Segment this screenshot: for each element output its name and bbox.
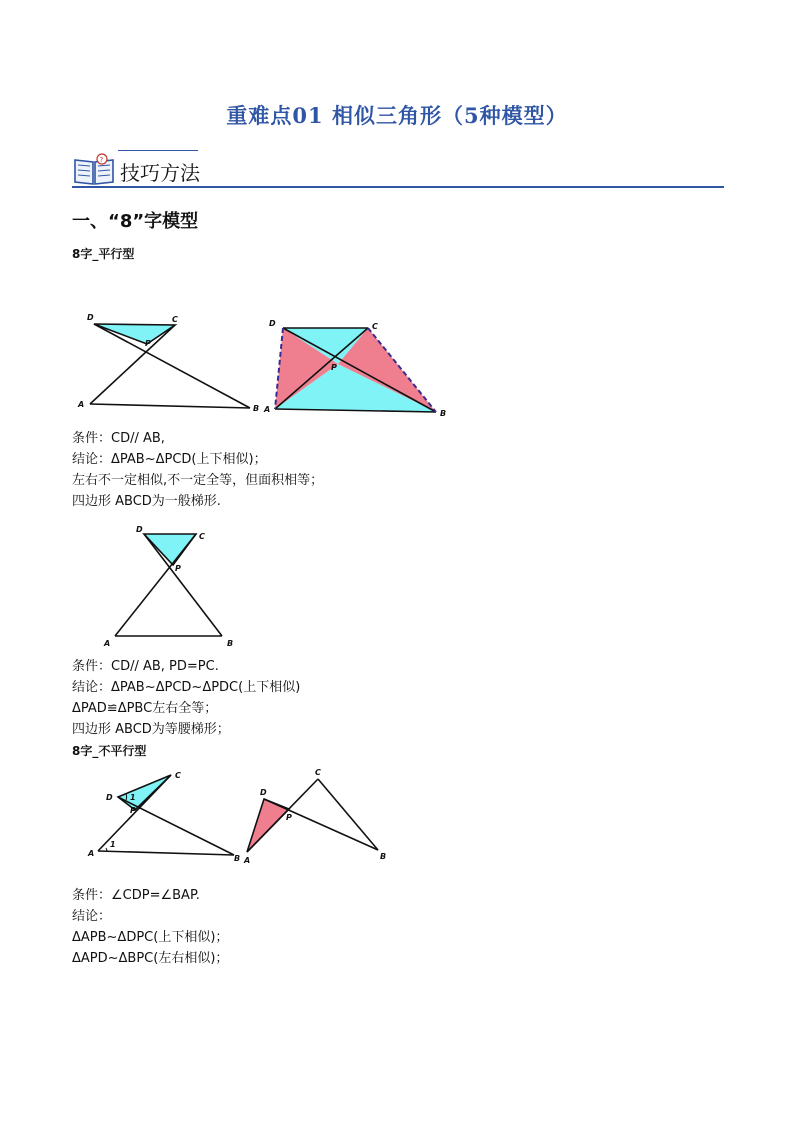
label-A5: A (244, 856, 251, 865)
book-icon (72, 152, 116, 186)
document-title: 重难点01 相似三角形（5种模型） (226, 103, 568, 128)
header-top-line (118, 150, 198, 151)
label-A3: A (104, 639, 111, 648)
header-rule (72, 186, 724, 188)
section-title: 一、“8”字模型 (72, 211, 199, 232)
label-A4: A (88, 849, 95, 858)
label-one-top: 1 (130, 793, 136, 802)
label-C: C (172, 315, 178, 324)
b2-line-2: 结论：ΔPAB~ΔPCD~ΔPDC(上下相似) (72, 680, 301, 695)
label-A2: A (264, 405, 271, 414)
b2-line-1: 条件：CD// AB, PD=PC. (72, 659, 219, 674)
figure-parallel-8 (72, 270, 260, 420)
b3-line-4: ΔAPD~ΔBPC(左右相似)； (72, 951, 229, 966)
svg-text:?: ? (99, 156, 104, 164)
b1-line-1: 条件：CD// AB, (72, 431, 165, 446)
label-B5: B (380, 852, 387, 861)
label-C3: C (199, 532, 205, 541)
label-P: P (145, 339, 151, 348)
figure-nonparallel-8 (84, 766, 249, 866)
label-D3: D (136, 525, 143, 534)
label-A: A (78, 400, 85, 409)
figure-parallel-8-areas (258, 312, 452, 422)
b3-line-3: ΔAPB~ΔDPC(上下相似)； (72, 930, 229, 945)
label-C2: C (372, 322, 378, 331)
b2-line-4: 四边形 ABCD为等腰梯形； (72, 722, 230, 737)
label-P4: P (130, 806, 136, 815)
label-B: B (253, 404, 260, 413)
label-P2: P (331, 363, 337, 372)
b1-line-2: 结论：ΔPAB~ΔPCD(上下相似)； (72, 452, 267, 467)
skills-header (72, 150, 724, 188)
label-C5: C (315, 768, 321, 777)
figure-nonparallel-8-shaded (240, 762, 395, 868)
b1-line-4: 四边形 ABCD为一般梯形. (72, 494, 221, 509)
label-B4: B (234, 854, 241, 863)
subsection-nonparallel: 8字_不平行型 (72, 744, 147, 758)
label-D: D (87, 313, 94, 322)
text-block-3 (72, 885, 228, 969)
label-D5: D (260, 788, 267, 797)
subsection-parallel: 8字_平行型 (72, 247, 135, 261)
text-block-2 (72, 656, 300, 740)
label-P5: P (286, 813, 292, 822)
label-D4: D (106, 793, 113, 802)
label-D2: D (269, 319, 276, 328)
b3-line-1: 条件：∠CDP=∠BAP. (72, 888, 200, 903)
b2-line-3: ΔPAD≌ΔPBC左右全等； (72, 701, 218, 716)
figure-isosceles-8 (100, 520, 250, 650)
text-block-1 (72, 428, 323, 512)
label-P3: P (175, 564, 181, 573)
label-C4: C (175, 771, 181, 780)
b1-line-3: 左右不一定相似,不一定全等，但面积相等； (72, 473, 324, 488)
label-one-bottom: 1 (110, 840, 116, 849)
label-B2: B (440, 409, 447, 418)
label-B3: B (227, 639, 234, 648)
b3-line-2: 结论： (72, 909, 112, 924)
skills-header-label: 技巧方法 (120, 161, 200, 185)
